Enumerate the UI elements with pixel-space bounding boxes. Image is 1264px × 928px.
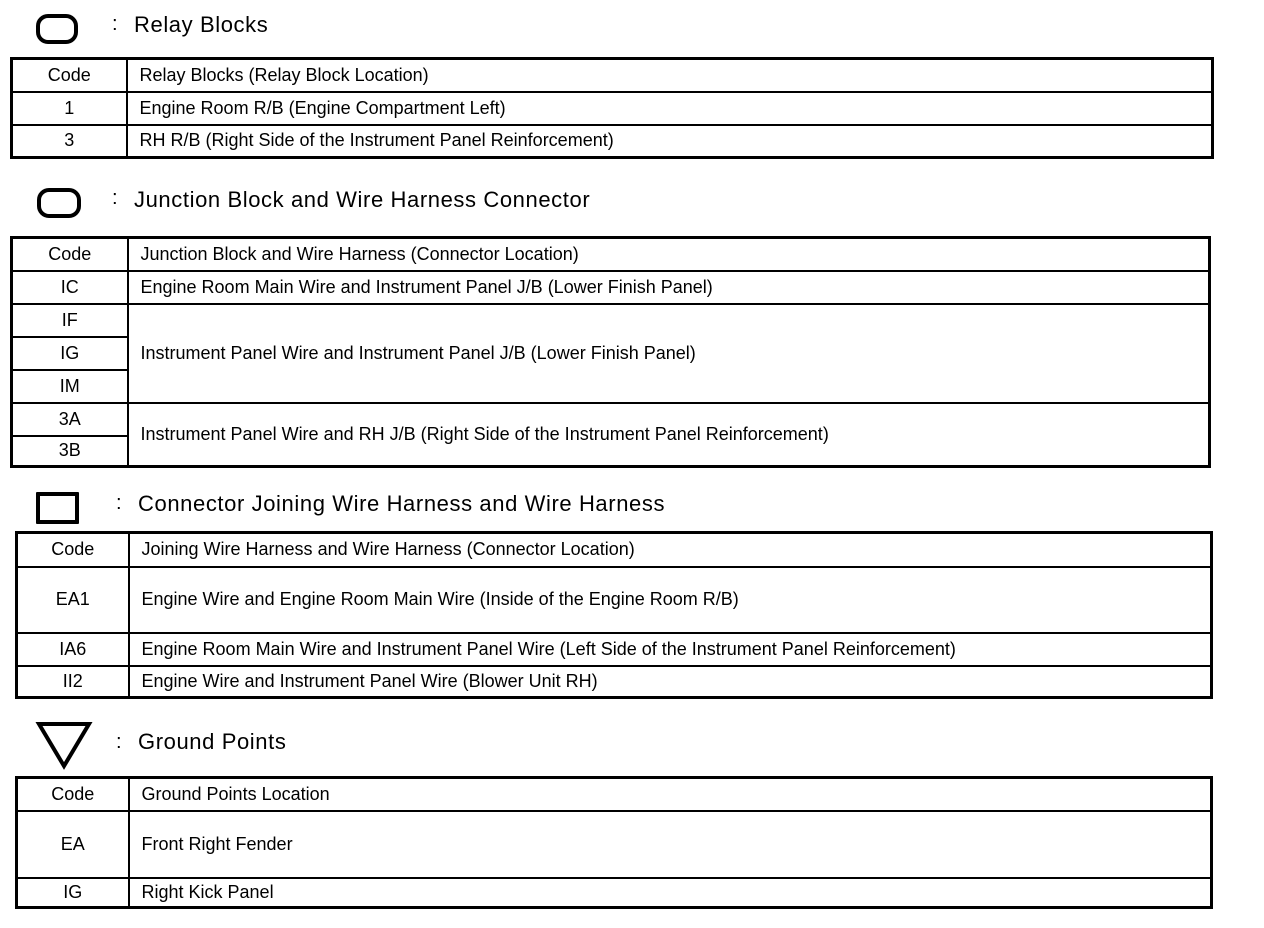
location-header: Relay Blocks (Relay Block Location) [127, 59, 1213, 92]
ground-point-triangle-icon [35, 720, 93, 770]
relay-blocks-colon: : [112, 13, 118, 35]
location-cell: Instrument Panel Wire and RH J/B (Right Side of the Instrument Panel Reinforcement) [128, 403, 1210, 467]
code-cell: 1 [12, 92, 127, 125]
relay-block-rounded-rectangle-icon [36, 14, 78, 44]
table-row [17, 878, 1212, 908]
junction-blocks-colon: : [112, 187, 118, 209]
junction-blocks-title: Junction Block and Wire Harness Connector [134, 187, 591, 212]
junction-block-rounded-rectangle-icon [37, 188, 81, 218]
ground-points-title: Ground Points [138, 729, 287, 754]
table-row [12, 125, 1213, 158]
code-cell: IM [12, 370, 128, 403]
location-cell: Front Right Fender [129, 811, 1212, 878]
table-row [12, 271, 1210, 304]
code-cell: EA1 [17, 567, 129, 633]
code-cell: II2 [17, 666, 129, 698]
code-cell: IA6 [17, 633, 129, 666]
table-row [17, 567, 1212, 633]
location-cell: Engine Wire and Instrument Panel Wire (Blower Unit RH) [129, 666, 1212, 698]
location-cell: RH R/B (Right Side of the Instrument Panel Reinforcement) [127, 125, 1213, 158]
table-row [17, 633, 1212, 666]
location-cell: Instrument Panel Wire and Instrument Panel J/B (Lower Finish Panel) [128, 304, 1210, 403]
table-header-row [12, 238, 1210, 271]
table-header-row [17, 778, 1212, 811]
code-cell: 3B [12, 436, 128, 467]
connectors-colon: : [116, 492, 122, 514]
location-header: Ground Points Location [129, 778, 1212, 811]
code-cell: 3 [12, 125, 127, 158]
relay-blocks-table [10, 57, 1214, 159]
code-header: Code [12, 238, 128, 271]
code-header: Code [17, 533, 129, 567]
connectors-table [15, 531, 1213, 699]
location-header: Junction Block and Wire Harness (Connector Location) [128, 238, 1210, 271]
table-row [12, 92, 1213, 125]
code-cell: 3A [12, 403, 128, 436]
code-header: Code [12, 59, 127, 92]
relay-blocks-title: Relay Blocks [134, 12, 269, 37]
location-cell: Engine Wire and Engine Room Main Wire (Inside of the Engine Room R/B) [129, 567, 1212, 633]
table-header-row [12, 59, 1213, 92]
table-header-row [17, 533, 1212, 567]
code-cell: IC [12, 271, 128, 304]
table-row [17, 666, 1212, 698]
connectors-title: Connector Joining Wire Harness and Wire Harness [138, 491, 666, 516]
connector-square-icon [36, 492, 79, 524]
ground-points-table [15, 776, 1213, 909]
code-cell: EA [17, 811, 129, 878]
table-row [12, 304, 1210, 337]
code-cell: IG [12, 337, 128, 370]
location-cell: Engine Room R/B (Engine Compartment Left) [127, 92, 1213, 125]
code-cell: IF [12, 304, 128, 337]
table-row [12, 403, 1210, 436]
code-cell: IG [17, 878, 129, 908]
table-row [17, 811, 1212, 878]
code-header: Code [17, 778, 129, 811]
location-cell: Engine Room Main Wire and Instrument Panel J/B (Lower Finish Panel) [128, 271, 1210, 304]
location-header: Joining Wire Harness and Wire Harness (Connector Location) [129, 533, 1212, 567]
ground-points-colon: : [116, 731, 122, 753]
location-cell: Right Kick Panel [129, 878, 1212, 908]
junction-blocks-table [10, 236, 1211, 468]
location-cell: Engine Room Main Wire and Instrument Panel Wire (Left Side of the Instrument Panel Reinforcement) [129, 633, 1212, 666]
